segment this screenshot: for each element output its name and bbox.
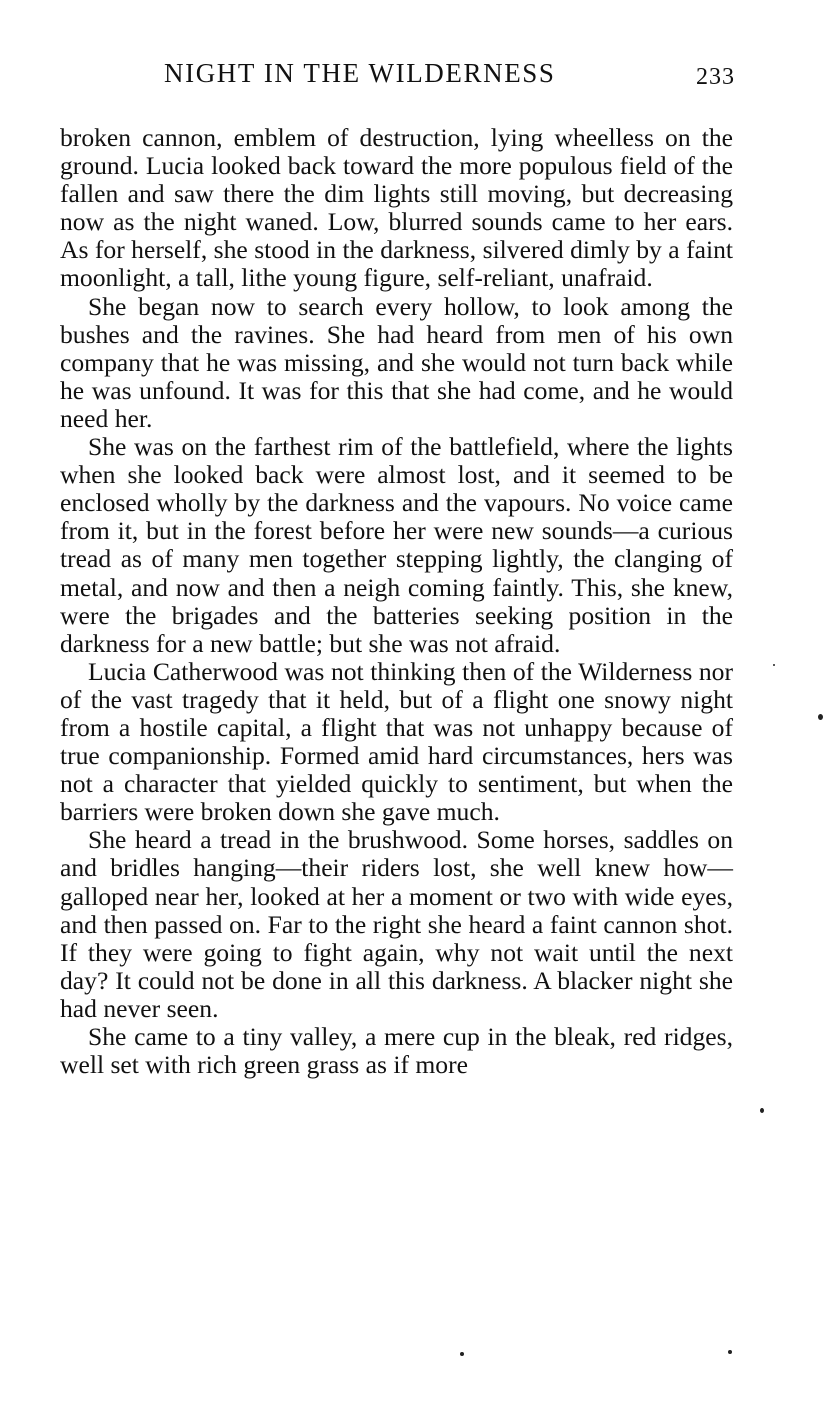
- body-text: [60, 124, 733, 1079]
- paragraph: Lucia Catherwood was not thinking then of the Wilderness nor of the vast tragedy that it held, but of a flight one snowy night from a hostile capital, a flight that was not unhappy because of true companionship. Formed amid hard circumstances, hers was not a character that yielded quickly to sentiment, but when the barriers were broken down she gave much.: [60, 656, 733, 827]
- paragraph: She began now to search every hollow, to look among the bushes and the ravines. She had heard from men of his own company that he was missing, and she would not turn back while he was unfound. It was for this that she had come, and he would need her.: [60, 291, 733, 433]
- scan-speck: [760, 1108, 764, 1113]
- paragraph: She heard a tread in the brushwood. Some horses, saddles on and bridles hanging—their riders lost, she well knew how—galloped near her, looked at her a moment or two with wide eyes, and then passed on. Far to the right she heard a faint cannon shot. If they were going to fight again, why not wait until the next day? It could not be done in all this darkness. A blacker night she had never seen.: [60, 825, 733, 1023]
- running-head: [60, 58, 735, 94]
- paragraph: She came to a tiny valley, a mere cup in the bleak, red ridges, well set with rich green grass as if more: [60, 1022, 733, 1080]
- running-title: NIGHT IN THE WILDERNESS: [164, 58, 556, 88]
- paragraph: broken cannon, emblem of destruction, lying wheelless on the ground. Lucia looked back toward the more populous field of the fallen and saw there the dim lights still moving, but decreasing now as the night waned. Low, blurred sounds came to her ears. As for herself, she stood in the darkness, silvered dimly by a faint moonlight, a tall, lithe young figure, self-reliant, unafraid.: [60, 123, 733, 293]
- paragraph: She was on the farthest rim of the battlefield, where the lights when she looked back were almost lost, and it seemed to be enclosed wholly by the darkness and the vapours. No voice came from it, but in the forest before her were new sounds—a curious tread as of many men together stepping lightly, the clanging of metal, and now and then a neigh coming faintly. This, she knew, were the brigades and the batteries seeking position in the darkness for a new battle; but she was not afraid.: [60, 432, 733, 658]
- scan-speck: [818, 714, 823, 720]
- page-number: 233: [696, 64, 735, 90]
- scan-speck: [460, 1352, 464, 1356]
- scan-speck: [773, 664, 775, 666]
- scan-speck: [728, 1350, 732, 1354]
